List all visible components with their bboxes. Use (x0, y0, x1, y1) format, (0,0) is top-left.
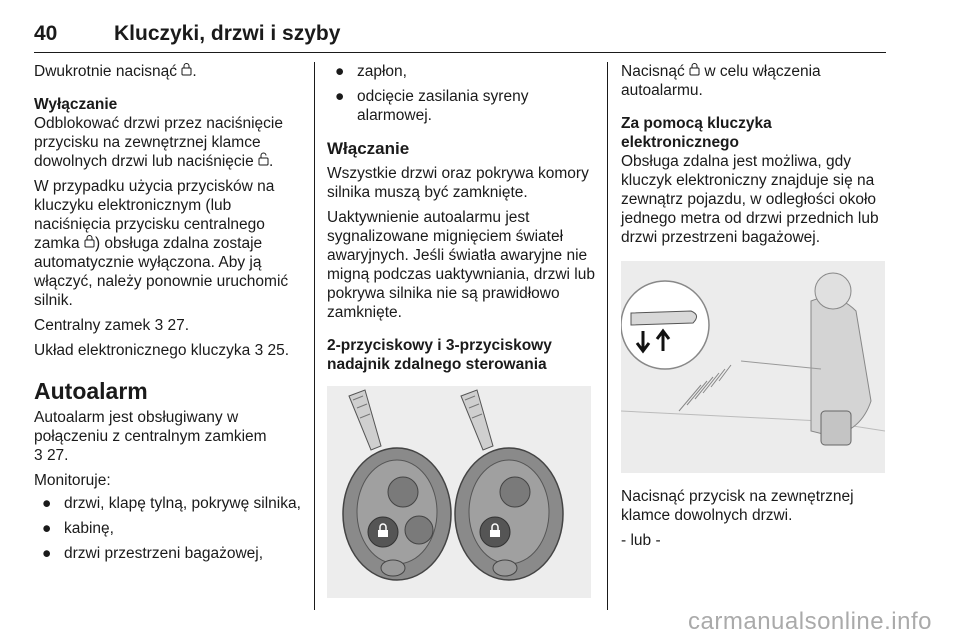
text: Nacisnąć (621, 63, 685, 80)
paragraph (34, 408, 304, 465)
lock-icon (84, 234, 95, 253)
text: Układ elektronicznego kluczyka (34, 342, 251, 359)
text: 25. (267, 342, 290, 359)
arrow-icon: 3 (154, 317, 164, 334)
text: drzwi przestrzeni bagażowej, (64, 545, 264, 562)
bullet-icon: ● (42, 495, 52, 512)
bullet-icon: ● (42, 520, 52, 537)
monitor-list-continued (327, 62, 597, 125)
paragraph (34, 177, 304, 310)
bullet-icon: ● (335, 63, 345, 80)
text: 27. (167, 317, 190, 334)
chapter-title: Kluczyki, drzwi i szyby (114, 22, 341, 45)
column-divider (314, 62, 315, 610)
bullet-icon: ● (335, 88, 345, 105)
text: . (192, 63, 197, 80)
text: Autoalarm jest obsługiwany w połączeniu z centralnym zamkiem (34, 409, 267, 445)
text: 27. (46, 447, 69, 464)
monitor-list (34, 494, 304, 563)
text: odcięcie zasilania syreny alarmowej. (357, 88, 529, 124)
paragraph (621, 62, 889, 100)
paragraph (34, 62, 304, 81)
keys-drawing (327, 386, 591, 598)
arrow-icon: 3 (254, 342, 264, 359)
text: Odblokować drzwi przez naciśnięcie przycisku na zewnętrznej klamce dowolnych drzwi lub naciśnięcie (34, 115, 283, 170)
column-1 (34, 62, 304, 569)
text: Centralny zamek (34, 317, 151, 334)
paragraph: Wszystkie drzwi oraz pokrywa komory silnika muszą być zamknięte. (327, 165, 589, 201)
list-item (34, 494, 304, 513)
column-2 (327, 62, 597, 612)
monitor-label: Monitoruje: (34, 472, 111, 489)
cross-reference[interactable] (34, 316, 304, 335)
list-item (327, 87, 597, 125)
text: zapłon, (357, 63, 407, 80)
list-item (34, 544, 304, 563)
subheading: Za pomocą kluczyka elektronicznego (621, 115, 772, 151)
page-header (34, 22, 886, 53)
watermark: carmanualsonline.info (688, 608, 932, 635)
text: drzwi, klapę tylną, pokrywę silnika, (64, 495, 301, 512)
paragraph: Uaktywnienie autoalarmu jest sygnalizowane mignięciem świateł awaryjnych. Jeśli światła awaryjne nie migną podczas uaktywniania, drzwi lub pokrywa silnika nie są prawidłowo zamknięte. (327, 209, 595, 321)
list-item (34, 519, 304, 538)
handle-drawing (621, 261, 885, 473)
paragraph: - lub - (621, 532, 661, 549)
section-heading: Autoalarm (34, 378, 148, 404)
column-3 (621, 62, 889, 556)
text: . (269, 153, 274, 170)
subheading-off: Wyłączanie (34, 96, 118, 113)
unlock-icon (258, 152, 269, 171)
text: W przypadku użycia przycisków na kluczyku elektronicznym (lub naciśnięcia przycisku centralnego zamka (34, 178, 275, 252)
bullet-icon: ● (42, 545, 52, 562)
subheading: 2-przyciskowy i 3-przyciskowy nadajnik zdalnego sterowania (327, 337, 552, 373)
paragraph: Obsługa zdalna jest możliwa, gdy kluczyk elektroniczny znajduje się na zewnątrz pojazdu, w odległości około jednego metra od drzwi przednich lub drzwi przestrzeni bagażowej. (621, 153, 879, 246)
text: w celu włączenia autoalarmu. (621, 63, 821, 99)
lock-icon (689, 62, 700, 81)
cross-reference[interactable] (34, 341, 304, 360)
column-divider (607, 62, 608, 610)
text: kabinę, (64, 520, 114, 537)
text: Dwukrotnie nacisnąć (34, 63, 178, 80)
arrow-icon: 3 (34, 447, 43, 464)
handle-illustration (621, 261, 885, 473)
text: ) obsługa zdalna zostaje automatycznie wyłączona. Aby ją włączyć, należy ponownie uruchomić silnik. (34, 235, 289, 309)
list-item (327, 62, 597, 81)
lock-icon (181, 62, 192, 81)
remote-keys-illustration (327, 386, 591, 598)
paragraph (34, 114, 304, 171)
section-heading: Włączanie (327, 139, 410, 158)
page-number: 40 (34, 22, 58, 45)
paragraph: Nacisnąć przycisk na zewnętrznej klamce dowolnych drzwi. (621, 488, 854, 524)
